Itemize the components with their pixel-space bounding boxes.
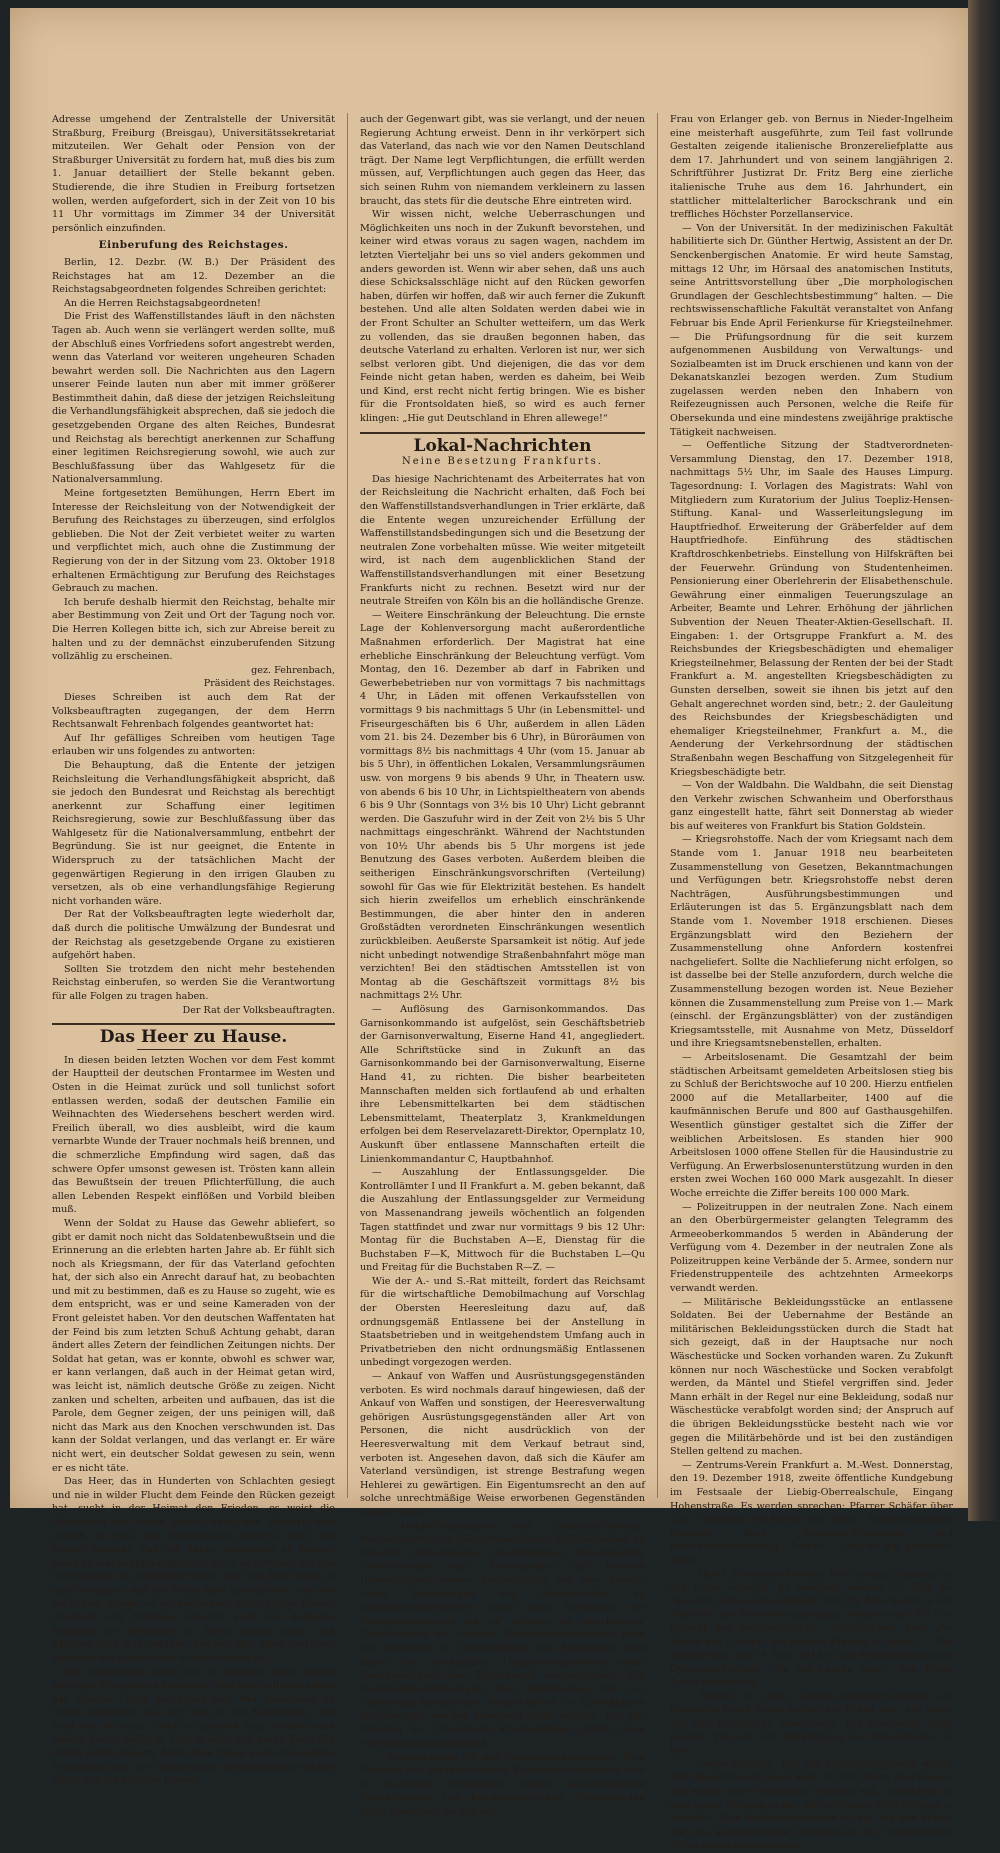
article-text: In diesen beiden letzten Wochen vor dem Fest kommt der Hauptteil der deutschen Frontarmee im Westen und Osten in die Heimat zurück und soll tunlichst sofort entlassen werden, sodaß der deutschen Familie ein Weihnachten des Wiedersehens beschert werden wird. Freilich überall, wo dies ausbleibt, wird die kaum vernarbte Wunde der Trauer nochmals heiß brennen, und die schmerzliche Empfindung wird sagen, daß das schwere Opfer umsonst gewesen ist. Trösten kann allein das Bewußtsein der treuen Pflichterfüllung, die auch allen Lebenden Respekt einflößen und Vorbild bleiben muß. [52,1054,335,1216]
article-text: Der Rat der Volksbeauftragten legte wiederholt dar, daß durch die politische Umwälzung der Bundesrat und der Reichstag als gesetzgebende Organe zu existieren aufgehört haben. [52,909,335,962]
article-text: Frau von Erlanger geb. von Bernus in Nieder-Ingelheim eine meisterhaft ausgeführte, zum Teil fast vollrunde Gestalten zeigende italienische Bronzereliefplatte aus dem 17. Jahrhundert und von seinem langjährigen 2. Schriftführer Justizrat Dr. Fritz Berg eine zierliche italienische Truhe aus dem 16. Jahrhundert, ein stattlicher mittelalterlicher Barockschrank und ein treffliches Höchster Porzellanservice. [670,114,953,221]
article-text: Die Frist des Waffenstillstandes läuft in den nächsten Tagen ab. Auch wenn sie verlängert werden sollte, muß der Abschluß eines Vorfriedens sofort angestrebt werden, wenn das Vaterland vor weiteren ungeheuren Schaden bewahrt werden soll. Die Nachrichten aus den Lagern unserer Feinde lauten nun aber mit immer größerer Bestimmtheit dahin, daß diese der jetzigen Reichsleitung die Verhandlungsfähigkeit absprechen, daß sie jedoch die gesetzgebenden Organe des alten Reiches, Bundesrat und Reichstag als berechtigt anerkennen zur Schaffung einer legitimen Reichsregierung sowohl, wie auch zur Beschlußfassung über das Wahlgesetz für die Nationalversammlung. [52,311,335,486]
column-right [670,113,953,1852]
article-text: — Ankauf von Waffen und Ausrüstungsgegenständen verboten. Es wird nochmals darauf hingewiesen, daß der Ankauf von Waffen und sonstigen, der Heeresverwaltung gehörigen Ausrüstungsgegenständen aller Art von Personen, die nicht ausdrücklich von der Heeresverwaltung mit dem Verkauf betraut sind, verboten ist. Angesehen davon, daß sich die Käufer am Vaterland versündigen, ist strenge Bestrafung wegen Hehlerei zu gewärtigen. Ein Eigentumsrecht an den auf solche unrechtmäßige Weise erworbenen Gegenständen besteht nicht. [360,1371,645,1518]
article-text: — Kriegsrohstoffe. Nach der vom Kriegsamt nach dem Stande vom 1. Januar 1918 neu bearbeiteten Zusammenstellung von Gesetzen, Bekanntmachungen und Verfügungen betr. Kriegsrohstoffe nebst deren Nachträgen, Ausführungsbestimmungen und Erläuterungen ist das 5. Ergänzungsblatt nach dem Stande vom 1. November 1918 erschienen. Dieses Ergänzungsblatt wird den Beziehern der Zusammenstellung ohne Anfordern kostenfrei nachgeliefert. Sollte die Nachlieferung nicht erfolgen, so ist dasselbe bei der Stelle anzufordern, durch welche die Zusammenstellung bezogen worden ist. Neue Bezieher können die Zusammenstellung zum Preise von 1.— Mark (einschl. der Ergänzungsblätter) von der zuständigen Kriegsamtsstelle, mit Ausnahme von Metz, Düsseldorf und ihre Kriegsamtsnebenstellen, erhalten. [670,834,953,1050]
article-text: — Vermächtnisse für das Kunstgewerbemuseum. Dem Museum des Mitteldeutschen Kunstgewerbevereins sind in laufenden Vereinsjahr höchst beachtenswerte Vermächtnisse von kunstgewerblichen Gegenständen zuteil geworden. So von der [360,1751,645,1818]
article-text: Das hiesige Nachrichtenamt des Arbeiterrates hat von der Reichsleitung die Nachricht erhalten, daß Foch bei den Waffenstillstandsverhandlungen in Trier erklärte, daß die Entente wegen unzureichender Erfüllung der Waffenstillstandsbedingungen sich und die Besetzung der neutralen Zone vorbehalten müsse. Wie weiter mitgeteilt wird, ist nach dem augenblicklichen Stand der Waffenstillstandsverhandlungen mit einer Besetzung Frankfurts nicht zu rechnen. Besetzt wird nur der neutrale Streifen von Köln bis an die holländische Grenze. [360,473,645,608]
article-text: Berlin, 12. Dezbr. (W. B.) Der Präsident des Reichstages hat am 12. Dezember an die Reichstagsabgeordneten folgendes Schreiben gerichtet: [52,256,335,296]
article-text: Wie der A.- und S.-Rat mitteilt, fordert das Reichsamt für die wirtschaftliche Demobilmachung auf Vorschlag der Obersten Heeresleitung dazu auf, daß ordnungsgemäß Entlassene bei der Anstellung in Staatsbetrieben und in weitgehendstem Umfang auch in Privatbetrieben den nicht ordnungsmäßig Entlassenen unbedingt vorgezogen werden. [360,1275,645,1369]
article-text: Der Soldat kann auch nicht in wenigen Tagen seinen einstigen Kriegsherrn vergessen, der ihm vielleicht selbst das Eiserne Kreuz übergeben hat. Wer zusammen im Feuer gestanden hat, der hält zu den Kameraden, und wird um sie nicht, noch so jemand sagt, selbst wenn andere Leute, dafür so sehr je sich, und daran kann alle Politik nichts ändern. Aber diese Treue gegen die schöne Erinnerung aus der ruhmreichen Vergangenheit hindert nicht, daß die einstige Krieger [52,1666,335,1787]
article-text: — Polizeitruppen in der neutralen Zone. Nach einem an den Oberbürgermeister gelangten Telegramm des Armeeoberkommandos 5 werden in Abänderung der Verfügung vom 4. Dezember in der neutralen Zone als Polizeitruppen keine Verbände der 5. Armee, sondern nur Friedenstruppenteile des achtzehnten Armeekorps verwandt werden. [670,1201,953,1295]
signature: Präsident des Reichstages. [203,678,335,690]
article-text: — Weitere Einschränkung der Beleuchtung. Die ernste Lage der Kohlenversorgung macht außerordentliche Maßnahmen erforderlich. Der Magistrat hat eine erhebliche Einschränkung der Beleuchtung verfügt. Vom Montag, den 16. Dezember ab darf in Fabriken und Gewerbebetrieben nur von vormittags 7 bis nachmittags 4 Uhr, in Läden mit offenen Verkaufsstellen von vormittags 9 bis nachmittags 5 Uhr (in Lebensmittel- und Friseurgeschäften bis 6 Uhr, außerdem in allen Läden vom 21. bis 24. Dezember bis 6 Uhr), in Büroräumen von vormittags 8½ bis nachmittags 4 Uhr (vom 15. Januar ab bis 5 Uhr), in öffentlichen Lokalen, Versammlungsräumen usw. von morgens 9 bis abends 9 Uhr, in Theatern usw. von abends 6 bis 10 Uhr, in Lichtspieltheatern von abends 6 bis 9 Uhr (Sonntags von 3½ bis 10 Uhr) Licht gebrannt werden. Die Gaszufuhr wird in der Zeit von 2½ bis 5 Uhr nachmittags eingeschränkt. Während der Nachtstunden von 10½ Uhr abends bis 5 Uhr morgens ist jede Benutzung des Gases verboten. Außerdem bleiben die seitherigen Einschränkungsvorschriften (Verteilung) sowohl für Gas wie für Elektrizität bestehen. Es handelt sich hierin zweifellos um erheblich einschränkende Bestimmungen, die aber hinter den in anderen Großstädten verordneten Einschränkungen wesentlich zurückbleiben. Aeußerste Sparsamkeit ist nötig. Auf jede nicht unbedingt notwendige Straßenbahnfahrt möge man verzichten! Bei den städtischen Amtsstellen ist von Montag ab die Geschäftszeit vormittags 8½ bis nachmittags 2½ Uhr. [360,609,645,1002]
column-left [52,113,335,1787]
divider [52,1023,335,1025]
article-text: Meine fortgesetzten Bemühungen, Herrn Ebert im Interesse der Reichsleitung von der Notwendigkeit der Berufung des Reichstages zu überzeugen, sind erfolglos geblieben. Die Not der Zeit verbietet weiter zu warten und verpflichtet mich, auch ohne die Zustimmung der Regierung von der in der Sitzung vom 23. Oktober 1918 erhaltenen Ermächtigung zur Berufung des Reichstages Gebrauch zu machen. [52,488,335,595]
article-text: Wenn der Soldat zu Hause das Gewehr abliefert, so gibt er damit noch nicht das Soldatenbewußtsein und die Erinnerung an die erlebten harten Jahre ab. Er fühlt sich noch als Kriegsmann, der für das Vaterland gefochten hat, der sich also ein Anrecht darauf hat, zu beobachten und mit zu bestimmen, daß es zu Hause so zugeht, wie es dem entspricht, was er und seine Kameraden von der Front geleistet haben. Vor den deutschen Waffentaten hat der Feind bis zum letzten Schuß Achtung gehabt, daran ändert alles Zetern der feindlichen Zeitungen nichts. Der Soldat hat getan, was er konnte, obwohl es schwer war, er kann verlangen, daß auch in der Heimat getan wird, was leicht ist, nämlich deutsche Größe zu zeigen. Nicht zanken und schelten, arbeiten und aufbauen, das ist die Parole, dem Gegner zeigen, der uns peinigen will, daß nicht das Mark aus den Knochen verschwunden ist. Das kann der Soldat verlangen, und das verlangt er. Er wäre nicht wert, ein deutscher Soldat gewesen zu sein, wenn er es nicht täte. [52,1217,335,1474]
article-text: — Arbeitslosenamt. Die Gesamtzahl der beim städtischen Arbeitsamt gemeldeten Arbeitslosen stieg bis zu Schluß der Berichtswoche auf 10 200. Hierzu entfielen 2000 auf die Metallarbeiter, 1400 auf die kaufmännischen Berufe und 800 auf Gasthausgehilfen. Wesentlich günstiger gestaltet sich die Ziffer der weiblichen Arbeitslosen. Es standen hier 900 Arbeitslosen 1000 offene Stellen für die Hausindustrie zu Verfügung. An Erwerbslosenunterstützung wurden in den ersten zwei Wochen 160 000 Mark ausgezahlt. In dieser Woche erreichte die Ziffer bereits 100 000 Mark. [670,1051,953,1199]
newspaper-page [10,8,968,1852]
column-middle [360,113,645,1818]
article-text: Das Heer, das in Hunderten von Schlachten gesiegt und nie in wilder Flucht dem Feinde den Rücken gezeigt hat, sucht in der Heimat den Frieden, es weist die Phantasien von einem Sowjet unter den Bürgern weit zurück. So will, daß Deutschland aufrecht steht und wieder erstarkt. Daß die Zähne zusammen zu beißen, wenn es mal knapp hergeht, ist nicht so schlimm, als das Durchhalten im schärfsten Feuer. Aber das Heer kann es nicht ertragen, daß der Feind über uns spöttelt, weil wir noch dem Kriege es an deutschem Geist fehlen lassen. Gradheit und Ordnung braucht auch die deutsche Republik als Bewohner in ihrem neuen Haus, und darüber muß das goldene Zeichen der Ehre leuchten, nachdem die Kaiserkrone verschwunden ist. [52,1476,335,1664]
binding-edge [968,0,1000,1521]
article-text: Sollten Sie trotzdem den nicht mehr bestehenden Reichstag einberufen, so werden Sie die Verantwortung für alle Folgen zu tragen haben. [52,963,335,1002]
subheadline: Neine Besetzung Frankfurts. [402,456,603,468]
article-text: Die Behauptung, daß die Entente der jetzigen Reichsleitung die Verhandlungsfähigkeit abspricht, daß sie jedoch den Bundesrat und Reichstag als berechtigt anerkennt zur Schaffung einer legitimen Reichsregierung, sowie zur Beschlußfassung über das Wahlgesetz für die Nationalversammlung, entbehrt der Begründung. Sie ist nur geeignet, die Entente in Widerspruch zu der tatsächlichen Macht der gegenwärtigen Regierung in den irrigen Glauben zu versetzen, als ob eine verhandlungsfähige Regierung nicht vorhanden wäre. [52,759,335,907]
article-text: — Oeffentliche Sitzung der Stadtverordneten-Versammlung Dienstag, den 17. Dezember 1918, nachmittags 5½ Uhr, im Saale des Hauses Limpurg. Tagesordnung: I. Vorlagen des Magistrats: Wahl von Mitgliedern zum Kuratorium der Julius Toepliz-Hensen-Stiftung. Kanal- und Wasserleitungslegung im Hauptfriedhof. Erweiterung der Gräberfelder auf dem Hauptfriedhofe. Einführung des städtischen Kraftdroschkenbetriebs. Einstellung von Hilfskräften bei der Feuerwehr. Gründung von Studentenheimen. Pensionierung einer Oberlehrerin der Elisabethenschule. Gewährung einer einmaligen Teuerungszulage an Arbeiter, Beamte und Lehrer. Erhöhung der jährlichen Subvention der Neuen Theater-Aktien-Gesellschaft. II. Eingaben: 1. der Ortsgruppe Frankfurt a. M. des Reichsbundes der Kriegsbeschädigten und ehemaliger Kriegsteilnehmer, Belassung der Renten der bei der Stadt Frankfurt a. M. angestellten Kriegsbeschädigten zu Gunsten derselben, soweit sie ihnen bis jetzt auf den Gehalt angerechnet worden sind, betr.; 2. der Gauleitung des Reichsbundes der Kriegsbeschädigten und ehemaliger Kriegsteilnehmer, Frankfurt a. M., die Aenderung der Verkehrsordnung der städtischen Straßenbahn wegen Beschaffung von Sitzgelegenheit für Kriegsbeschädigte betr. [670,440,953,778]
article-text: Wir wissen nicht, welche Ueberraschungen und Möglichkeiten uns noch in der Zukunft bevorstehen, und keiner wird etwas voraus zu sagen wagen, nachdem im letzten Vierteljahr bei uns so viel anders gekommen und anders geworden ist. Wenn wir aber sehen, daß uns auch diese Schicksalsschläge nicht auf den Rücken geworfen haben, dürfen wir hoffen, daß wir auch ferner die Zukunft bestehen. Und alle alten Soldaten werden dabei wie in der Front Schulter an Schulter wetteifern, um das Werk zu vollenden, das sie draußen begonnen haben, das deutsche Vaterland zu erhalten. Verloren ist nur, wer sich selbst verloren gibt. Und diejenigen, die das vor dem Feinde nicht getan haben, werden es daheim, bei Weib und Kind, erst recht nicht fertig bringen. Wie es bisher für die Frontsoldaten hieß, so wird es auch ferner klingen: „Hie gut Deutschland in Ehren allewege!“ [360,209,645,425]
headline-heer: Das Heer zu Hause. [99,1027,288,1048]
article-text: An die Herren Reichstagsabgeordneten! [64,297,261,309]
article-text: — Zentrums-Verein Frankfurt a. M.-West. Donnerstag, den 19. Dezember 1918, zweite öffentliche Kundgebung im Festsaale der Liebig-Oberrealschule, Eingang Hohenstraße. Es werden sprechen: Pfarrer Schäfer über „Die Trennung von Kirche und Staat“, Stadtverordneter Fammler über „Zentrums-Programm und Nationalversammlung“. Beginn 7 Uhr im gut geheizten Saale. [670,1459,953,1566]
article-text: — Von der Universität. In der medizinischen Fakultät habilitierte sich Dr. Günther Hertwig, Assistent an der Dr. Senckenbergischen Anatomie. Er wird heute Samstag, mittags 12 Uhr, im Hörsaal des anatomischen Instituts, seine Antrittsvorstellung über „Die morphologischen Grundlagen der Geschlechtsbestimmung“ halten. — Die rechtswissenschaftliche Fakultät veranstaltet von Anfang Februar bis Ende April Ferienkurse für Kriegsteilnehmer. — Die Prüfungsordnung für die seit kurzem aufgenommenen Ausbildung von Verwaltungs- und Sozialbeamten ist im Druck erschienen und kann von der Dekanatskanzlei bezogen werden. Zum Studium zugelassen werden neben den Inhabern von Reifezeugnissen auch Personen, welche die Reife für Obersekunda und eine mindestens zweijährige praktische Tätigkeit nachweisen. [670,222,953,438]
article-text: — Brand. Im alten General-Anzeiger-Gebäude am Roßmarkt brach heute mittag ein Brand aus, der einen Teil des Dachstocks einäscherte. Die Feuerwehr hatte längere Zeit mit der Bekämpfung des Brandherdes zu tun. [670,1690,953,1757]
article-text: — Militärische Bekleidungsstücke an entlassene Soldaten. Bei der Uebernahme der Bestände an militärischen Bekleidungsstücken durch die Stadt hat sich gezeigt, daß in der Hauptsache nur noch Wäschestücke und Socken vorhanden waren. Zu Zukunft können nur noch Wäschestücke und Socken verabfolgt werden, da Mäntel und Stiefel vergriffen sind. Jeder Mann erhält in der Regel nur eine Bekleidung, sodaß nur Wäschestücke verabfolgt worden sind; der Anspruch auf die übrigen Bekleidungsstücke besteht nach wie vor gegen die Militärbehörde und ist bei den zuständigen Stellen geltend zu machen. [670,1296,953,1458]
article-text: — Von der Waldbahn. Die Waldbahn, die seit Dienstag den Verkehr zwischen Schwanheim und Oberforsthaus ganz eingestellt hatte, fährt seit Donnerstag ab wieder bis auf weiteres von Frankfurt bis Station Goldstein. [670,780,953,832]
headline-lokal-nachrichten: Lokal-Nachrichten [413,435,592,456]
article-text: — Auszahlung der Entlassungsgelder. Die Kontrollämter I und II Frankfurt a. M. geben bekannt, daß die Auszahlung der Entlassungsgelder zur Vermeidung von Massenandrang jeweils wöchentlich an folgenden Tagen stattfindet und zwar nur vormittags 9 bis 12 Uhr: Montag für die Buchstaben A—E, Dienstag für die Buchstaben F—K, Mittwoch für die Buchstaben L—Qu und Freitag für die Buchstaben R—Z. — [360,1167,645,1274]
headline-reichstag: Einberufung des Reichstages. [98,239,289,252]
column-rule [347,113,348,1498]
article-text: Auf Ihr gefälliges Schreiben vom heutigen Tage erlauben wir uns folgendes zu antworten: [52,732,335,758]
article-text: — Albert Schumann-Theater. Der morgige Sonntag ist der letzte Sonntag, an welchem abends 7½ Uhr die Operette „Schwarzwaldmädel“ mit Frl. Anni Sutter in der Titelrolle zur Darstellung gelangt. Nachmittags 3½ Uhr gelangt das Weihnachtsspiel: „Rheinzauber“ oder „Im Banne der Loreley“ bei kleinen Preisen in Szene. — Für Donnerstag, den 19. Dez. 1918 ist die Erstaufführung der Operetten-Novität: „Wo die Lerche singt.“ von Franz Lehar festgesetzt. [670,1568,953,1689]
article-text: — Auflösung des Garnisonkommandos. Das Garnisonkommando ist aufgelöst, sein Geschäftsbetrieb der Garnisonverwaltung, Eiserne Hand 41, angegliedert. Alle Schriftstücke sind in Zukunft an das Garnisonkommando bei der Garnisonverwaltung, Eiserne Hand 41, zu richten. Die bisher bearbeiteten Mannschaften melden sich fortlaufend ab und erhalten ihre Lebensmittelkarten bei dem städtischen Lebensmittelamt, Theaterplatz 3, Krankmeldungen erfolgen bei dem Reservelazarett-Direktor, Opernplatz 10, Auskunft über entlassene Mannschaften erteilt die Linienkommandantur C, Hauptbahnhof. [360,1004,645,1165]
divider [137,1049,250,1050]
divider [360,432,645,434]
column-rule [657,113,658,1498]
article-text: — Große Stiftung. Für ein Volksbildungshaus wurde dem Magistrat ein Legat über 235 000 Mark überwiesen, das später eine Ergänzung erfahren soll. Außerdem ist eine große Stiftung in der Art der Jenaer Zeiß-Stiftung in Aussicht. Zum Volksbildungshaus ist ein Teil der Mittel, die das kaufmännische Vereinshaus am Eschenheimer Tor in Aussicht genommen. [670,1758,953,1852]
article-text: auch der Gegenwart gibt, was sie verlangt, und der neuen Regierung Achtung erweist. Denn in ihr verkörpert sich das Vaterland, das nach wie vor den Namen Deutschland trägt. Der Name legt Verpflichtungen, die erfüllt werden müssen, auf, Verpflichtungen auch gegen das Heer, das sich seinen Ruhm von niemandem verkleinern zu lassen braucht, das stets für die deutsche Ehre eintreten wird. [360,114,645,207]
signature: gez. Fehrenbach, [251,664,335,676]
article-text: — Neubeförderungen und Dienstgebührnisse. Neubeförderungen (Neuernennungen), Beförderungen zu höheren etatsmäßigen (überzähligen) Dienstgraden, Beförderungen nach Dienstgraden der Reserve (Ernennungen) wegen Auszeichnung vor dem Feinde, sowie Bestellungen von Mannschaften zu Beamtenstellvertretern haben nach Verfügung des Kriegsministeriums bis auf weiteres zu unterbleiben. Gewährungen der höheren Dienstgradgebührnisse nach der Dienstzeit an Unteroffiziere und Sergeanten sind durch die zuständigen Truppenvorgesetzten unter Gegenzeichnung des Soldatenrats auszusprechen. Die Ausnahmebestimmungen über Beförderung der zur Entlassung kommenden Mannschaften zu überzähligen Dienstgraden werden hierdurch nicht berührt. Für das Personal der freiwilligen Krankenpflege gelten diese Festsetzungen sinngemäß. [360,1520,645,1750]
article-text: Ich berufe deshalb hiermit den Reichstag, behalte mir aber Bestimmung von Zeit und Ort der Tagung noch vor. Die Herren Kollegen bitte ich, sich zur Abreise bereit zu halten und zu der demnächst einzuberufenden Sitzung vollzählig zu erscheinen. [52,596,335,663]
article-text: Dieses Schreiben ist auch dem Rat der Volksbeauftragten zugegangen, der dem Herrn Rechtsanwalt Fehrenbach folgendes geantwortet hat: [52,691,335,731]
article-text: Adresse umgehend der Zentralstelle der Universität Straßburg, Freiburg (Breisgau), Universitätssekretariat mitzuteilen. Wer Gehalt oder Pension von der Straßburger Universität zu fordern hat, muß dies bis zum 1. Januar detailliert der Stelle bekannt geben. Studierende, die ihre Studien in Freiburg fortsetzen wollen, werden aufgefordert, sich in der Zeit von 10 bis 11 Uhr vormittags im Zimmer 34 der Universität persönlich einzufinden. [52,114,335,234]
signature: Der Rat der Volksbeauftragten. [182,1004,335,1016]
